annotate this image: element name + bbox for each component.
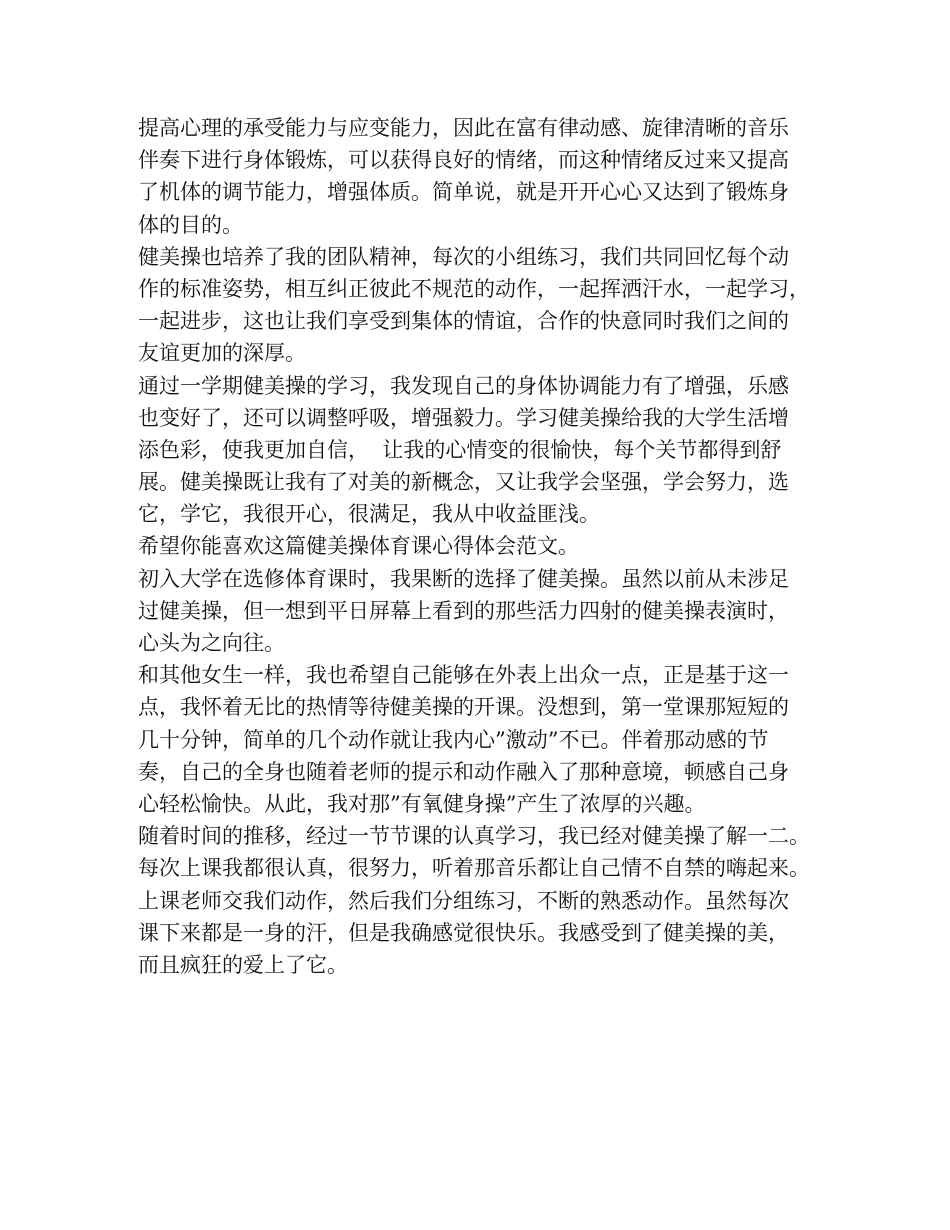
text-line: 希望你能喜欢这篇健美操体育课心得体会范文。: [138, 534, 579, 559]
text-line: 提高心理的承受能力与应变能力，因此在富有律动感、旋律清晰的音乐: [138, 116, 789, 140]
text-line: 它，学它，我很开心，很满足，我从中收益匪浅。: [138, 502, 600, 527]
text-line: 和其他女生一样，我也希望自己能够在外表上出众一点，正是基于这一: [138, 663, 789, 688]
text-line: 了机体的调节能力，增强体质。简单说，就是开开心心又达到了锻炼身: [138, 180, 789, 205]
text-line: 上课老师交我们动作，然后我们分组练习，不断的熟悉动作。虽然每次: [138, 888, 789, 913]
text-line: 心头为之向往。: [138, 631, 285, 655]
text-line: 友谊更加的深厚。: [138, 341, 306, 366]
text-line: 随着时间的推移，经过一节节课的认真学习，我已经对健美操了解一二。: [138, 824, 810, 849]
text-line: 也变好了，还可以调整呼吸，增强毅力。学习健美操给我的大学生活增: [138, 405, 789, 430]
text-line: 通过一学期健美操的学习，我发现自己的身体协调能力有了增强，乐感: [138, 373, 789, 398]
text-line: 展。健美操既让我有了对美的新概念，又让我学会坚强，学会努力，选: [138, 470, 789, 495]
text-line: 课下来都是一身的汗，但是我确感觉很快乐。我感受到了健美操的美，: [138, 920, 789, 945]
text-line: 伴奏下进行身体锻炼，可以获得良好的情绪，而这种情绪反过来又提高: [138, 148, 789, 173]
text-line: 健美操也培养了我的团队精神，每次的小组练习，我们共同回忆每个动: [138, 244, 789, 269]
document-body: [138, 112, 828, 981]
text-line: 奏，自己的全身也随着老师的提示和动作融入了那种意境，顿感自己身: [138, 759, 789, 784]
text-line: 过健美操，但一想到平日屏幕上看到的那些活力四射的健美操表演时，: [138, 598, 789, 623]
text-line: 作的标准姿势，相互纠正彼此不规范的动作，一起挥洒汗水，一起学习，: [138, 276, 810, 301]
text-line: 几十分钟，简单的几个动作就让我内心”激动”不已。伴着那动感的节: [138, 727, 769, 752]
text-line: 添色彩，使我更加自信， 让我的心情变的很愉快，每个关节都得到舒: [138, 437, 782, 462]
text-line: 一起进步，这也让我们享受到集体的情谊，合作的快意同时我们之间的: [138, 309, 789, 334]
text-line: 心轻松愉快。从此，我对那”有氧健身操”产生了浓厚的兴趣。: [138, 791, 706, 816]
text-line: 初入大学在选修体育课时，我果断的选择了健美操。虽然以前从未涉足: [138, 566, 789, 591]
text-line: 体的目的。: [138, 212, 243, 237]
text-line: 而且疯狂的爱上了它。: [138, 952, 348, 977]
text-line: 每次上课我都很认真，很努力，听着那音乐都让自己情不自禁的嗨起来。: [138, 856, 810, 881]
text-line: 点，我怀着无比的热情等待健美操的开课。没想到，第一堂课那短短的: [138, 695, 789, 720]
